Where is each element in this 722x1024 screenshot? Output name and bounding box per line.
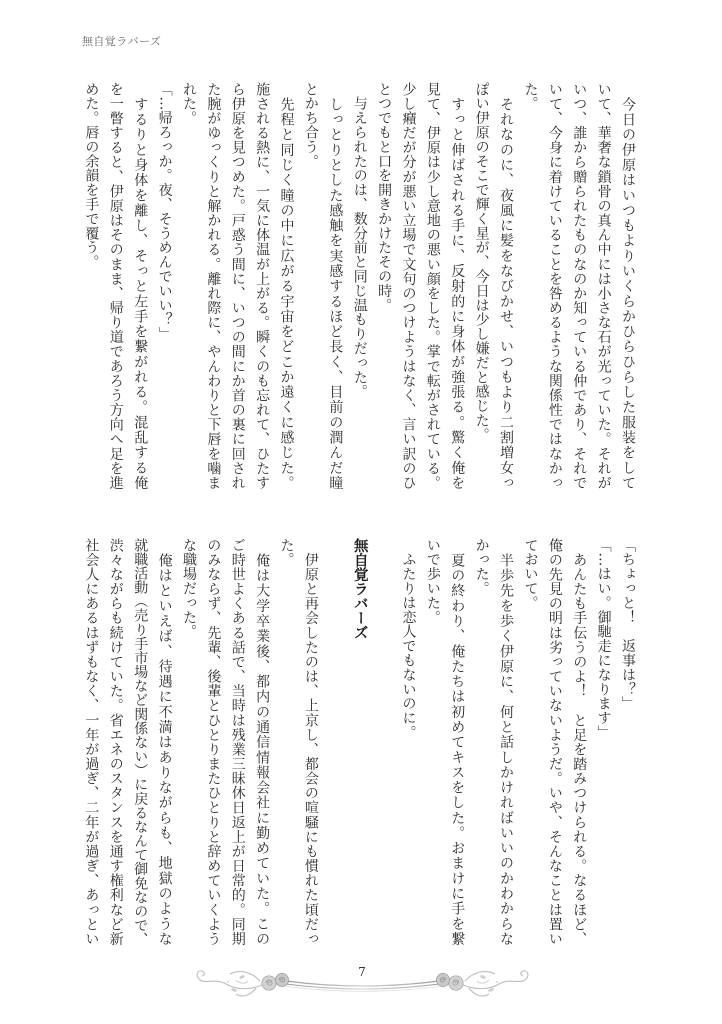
body-line: とつでもと口を開きかけたその時。: [376, 82, 393, 313]
body-line: た。: [278, 538, 295, 567]
chapter-heading: 無自覚ラバーズ: [351, 538, 368, 640]
body-line: 伊原と再会したのは、上京し、都会の喧騒にも慣れた頃だっ: [302, 538, 319, 946]
body-line: とかち合う。: [302, 82, 319, 169]
body-line: いで歩いた。: [424, 538, 441, 625]
body-line: いつ、誰から贈られたものなのか知っている仲であり、それで: [571, 82, 588, 490]
body-line: ご時世よくある話で、当時は残業三昧休日返上が日常的。同期: [229, 538, 246, 946]
dialogue-line: 「…はい。御馳走になります」: [595, 538, 612, 740]
rose-icon: [262, 973, 289, 990]
lower-text-block: [79, 538, 640, 946]
blank-line: [323, 538, 347, 946]
body-line: れた。: [180, 82, 197, 126]
dialogue-line: 「…帰ろっか。夜、そうめんでいい？」: [156, 82, 173, 342]
body-line: ふたりは恋人でもないのに。: [400, 538, 417, 740]
swirl-flourish-icon: [197, 971, 262, 996]
blank-line: [372, 538, 396, 946]
upper-text-block: [79, 82, 640, 490]
body-line: ておいて。: [522, 538, 539, 610]
body-line: ら伊原を見つめた。戸惑う間に、いつの間にか首の裏に回され: [229, 82, 246, 490]
body-line: な職場だった。: [180, 538, 197, 639]
body-line: いて、今身に着けていることを咎めるような関係性ではなかっ: [546, 82, 563, 490]
body-line: めた。唇の余韻を手で覆う。: [83, 82, 100, 270]
dialogue-line: 「ちょっと！ 返事は？」: [620, 538, 636, 711]
body-line: 俺は大学卒業後、都内の通信情報会社に勤めていた。この: [254, 538, 271, 946]
body-line: 少し癪だが分が悪い立場で文句のつけようはなく、言い訳のひ: [400, 82, 417, 490]
body-line: た腕がゆっくりと解かれる。離れ際に、やんわりと下唇を噛ま: [205, 82, 222, 490]
body-line: ぽい伊原のそこで輝く星が、今日は少し嫌だと感じた。: [473, 82, 490, 442]
body-line: するりと身体を離し、そっと左手を繋がれる。混乱する俺: [132, 82, 149, 490]
rose-icon: [436, 973, 463, 990]
body-line: 夏の終わり、俺たちは初めてキスをした。おまけに手を繋: [449, 538, 466, 946]
body-line: しっとりとした感触を実感するほど長く、目前の潤んだ瞳: [327, 82, 344, 490]
body-line: を一瞥すると、伊原はそのまま、帰り道であろう方向へ足を進: [107, 82, 124, 490]
body-line: のみならず、先輩、後輩とひとりまたひとりと辞めていくよう: [205, 538, 222, 946]
body-line: いて、華奢な鎖骨の真ん中には小さな石が光っていた。それが: [595, 82, 612, 490]
body-line: 俺の先見の明は劣っていないようだ。いや、そんなことは置い: [546, 538, 563, 946]
body-line: た。: [522, 82, 539, 111]
body-line: 施される熱に、一気に体温が上がる。瞬くのも忘れて、ひたす: [254, 82, 271, 490]
body-line: 俺はといえば、待遇に不満はありながらも、地獄のような: [156, 538, 173, 946]
body-line: かった。: [473, 538, 490, 596]
body-line: 先程と同じく瞳の中に広がる宇宙をどこか遠くに感じた。: [278, 82, 295, 490]
running-header: 無自覚ラバーズ: [82, 35, 162, 48]
body-line: 社会人にあるはずもなく、一年が過ぎ、二年が過ぎ、あっとい: [83, 538, 100, 946]
body-line: 渋々ながらも続けていた。省エネのスタンスを通す権利など新: [107, 538, 124, 946]
body-line: 今日の伊原はいつもよりいくらかひらひらした服装をして: [620, 82, 636, 490]
body-line: それなのに、夜風に髪をなびかせ、いつもより二割増女っ: [498, 82, 515, 490]
body-line: 就職活動（売り手市場など関係ない）に戻るなんて御免なので、: [132, 538, 149, 946]
body-line: 与えられたのは、数分前と同じ温もりだった。: [351, 82, 368, 399]
body-line: 見て、伊原は少し意地の悪い顔をした。掌で転がされている。: [424, 82, 441, 490]
body-line: すっと伸ばされる手に、反射的に身体が強張る。驚く俺を: [449, 82, 466, 490]
body-line: あんたも手伝うのよ！ と足を踏みつけられる。なるほど、: [571, 538, 588, 946]
page-number: 7: [358, 965, 366, 979]
ribbon-line-icon: [286, 981, 439, 991]
body-line: 半歩先を歩く伊原に、何と話しかければいいのかわからな: [498, 538, 515, 946]
swirl-flourish-icon: [463, 971, 528, 996]
